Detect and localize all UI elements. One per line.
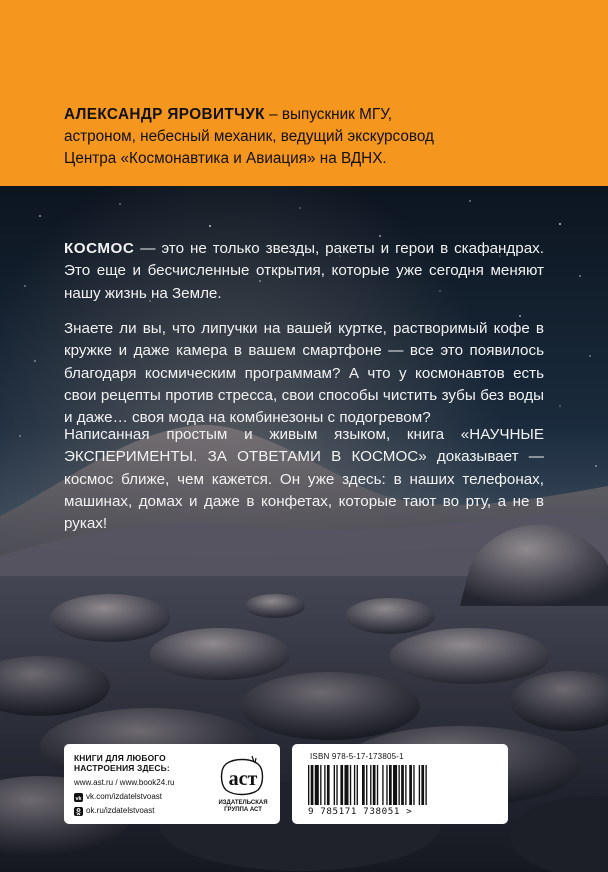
ast-publisher-logo <box>210 750 276 818</box>
svg-text:аст: аст <box>228 768 258 790</box>
barcode-bar <box>373 765 376 805</box>
barcode-bars <box>308 765 492 805</box>
info-title <box>74 753 170 773</box>
barcode-bar <box>315 765 319 805</box>
barcode-bar <box>334 765 335 805</box>
barcode-bar <box>421 765 424 805</box>
barcode-bar <box>357 765 358 805</box>
logo-caption-line-2: ГРУППА АСТ <box>224 807 262 813</box>
logo-caption-line-1: ИЗДАТЕЛЬСКАЯ <box>218 800 268 806</box>
barcode-bar <box>425 765 426 805</box>
barcode-bar <box>320 765 321 805</box>
author-line-3: Центра «Космонавтика и Авиация» на ВДНХ. <box>64 150 387 167</box>
barcode-bar <box>398 765 399 805</box>
barcode-bar <box>324 765 325 805</box>
vk-link-text: vk.com/izdatelstvoast <box>86 792 163 801</box>
ok-link[interactable] <box>74 804 174 818</box>
info-title-line-1: КНИГИ ДЛЯ ЛЮБОГО <box>74 753 166 763</box>
barcode-box <box>292 744 508 824</box>
barcode-bar <box>327 765 330 805</box>
ok-icon <box>74 807 83 816</box>
barcode-bar <box>308 765 309 805</box>
barcode-bar <box>389 765 392 805</box>
author-name: АЛЕКСАНДР ЯРОВИТЧУК <box>64 106 265 123</box>
logo-caption <box>210 800 276 814</box>
barcode-bar <box>350 765 351 805</box>
book-summary-paragraph: Написанная простым и живым языком, книга «НАУЧНЫЕ ЭКСПЕРИМЕНТЫ. ЗА ОТВЕТАМИ В КОСМОС» доказывает — космос ближе, чем кажется. Он уже здесь: в наших телефонах, машинах, домах и даже в конфетах, которые тают во рту, а не в руках! <box>64 426 544 533</box>
barcode-bar <box>401 765 404 805</box>
author-line-2: астроном, небесный механик, ведущий экскурсовод <box>64 128 434 145</box>
author-bio <box>64 104 564 170</box>
intro-lead-word: КОСМОС <box>64 240 135 257</box>
info-title-line-2: НАСТРОЕНИЯ ЗДЕСЬ: <box>74 763 170 773</box>
barcode-bar <box>393 765 397 805</box>
barcode-bar <box>340 765 343 805</box>
barcode-bar <box>344 765 348 805</box>
author-credentials: – выпускник МГУ, <box>264 106 393 123</box>
intro-paragraph <box>64 238 544 305</box>
barcode-bar <box>405 765 406 805</box>
facts-paragraph: Знаете ли вы, что липучки на вашей куртке, растворимый кофе в кружке и даже камера в вашем смартфоне — все это появилось благодаря космическим программам? А что у космонавтов есть свои рецепты против стресса, свои способы чистить зубы без воды и даже… своя мода на комбинезоны с подогревом? <box>64 320 544 427</box>
barcode-bar <box>409 765 412 805</box>
barcode-bar <box>354 765 355 805</box>
ok-link-text: ok.ru/izdatelstvoast <box>86 806 155 815</box>
publisher-info-box <box>64 744 280 824</box>
barcode-bar <box>336 765 337 805</box>
barcode-digits: 9 785171 738051 > <box>308 806 413 817</box>
barcode-bar <box>419 765 420 805</box>
barcode-bar <box>377 765 378 805</box>
publisher-links <box>74 776 174 818</box>
ast-logo-icon <box>210 750 276 800</box>
barcode-bar <box>413 765 414 805</box>
barcode-bar <box>366 765 367 805</box>
isbn-number: ISBN 978-5-17-173805-1 <box>310 752 404 761</box>
barcode-bar <box>382 765 383 805</box>
barcode-bar <box>370 765 371 805</box>
svg-text:vk: vk <box>75 795 82 802</box>
barcode-bar <box>362 765 365 805</box>
barcode-bar <box>386 765 387 805</box>
vk-link[interactable] <box>74 790 174 804</box>
barcode-bar <box>311 765 314 805</box>
vk-icon <box>74 793 83 802</box>
website-links[interactable]: www.ast.ru / www.book24.ru <box>74 778 175 787</box>
author-line-1 <box>64 104 564 126</box>
intro-text: — это не только звезды, ракеты и герои в скафандрах. Это еще и бесчисленные открытия, которые уже сегодня меняют нашу жизнь на Земле. <box>64 240 544 302</box>
